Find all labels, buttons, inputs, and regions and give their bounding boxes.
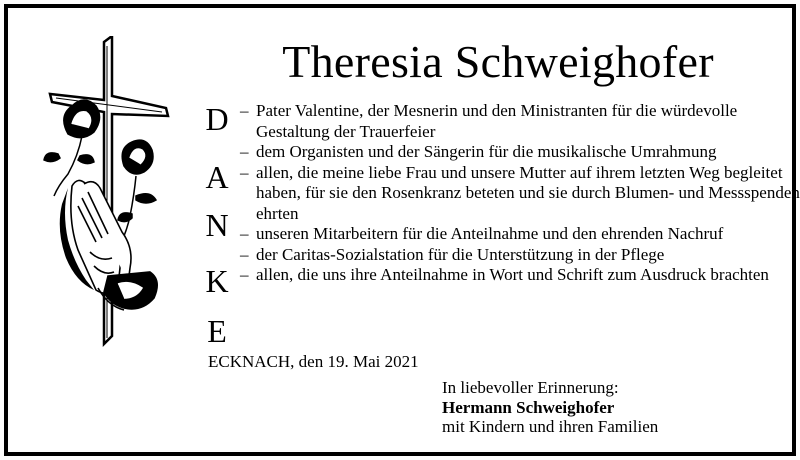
dash-marker: – bbox=[240, 265, 249, 284]
thanks-item-mourners bbox=[240, 163, 800, 225]
thanks-item-music bbox=[240, 142, 800, 163]
danke-letter-a: A bbox=[205, 159, 229, 195]
thanks-item-caritas bbox=[240, 245, 800, 266]
danke-letter-d: D bbox=[205, 101, 229, 137]
dash-marker: – bbox=[240, 101, 249, 120]
dash-marker: – bbox=[240, 142, 249, 161]
thanks-item-condolences bbox=[240, 265, 800, 286]
thanks-item-text: Pater Valentine, der Mesnerin und den Ministranten für die würdevolle Gestaltung der Trauerfeier bbox=[256, 101, 738, 141]
cross-roses-praying-hands-icon bbox=[38, 36, 188, 356]
thanks-item-clergy bbox=[240, 101, 800, 142]
danke-letter-e: E bbox=[207, 313, 227, 349]
thanks-item-text: allen, die uns ihre Anteilnahme in Wort und Schrift zum Ausdruck brachten bbox=[256, 265, 769, 284]
danke-letter-n: N bbox=[205, 207, 229, 243]
obituary-notice bbox=[4, 4, 800, 456]
thanks-item-text: unseren Mitarbeitern für die Anteilnahme und den ehrenden Nachruf bbox=[256, 224, 724, 243]
thanks-list bbox=[240, 101, 800, 286]
thanks-item-text: allen, die meine liebe Frau und unsere Mutter auf ihrem letzten Weg begleitet haben, für sie den Rosenkranz beteten und sie durch Blumen- und Messspenden ehrten bbox=[256, 162, 800, 223]
deceased-name: Theresia Schweighofer bbox=[282, 36, 714, 87]
dash-marker: – bbox=[240, 244, 249, 264]
place-and-date: ECKNACH, den 19. Mai 2021 bbox=[208, 352, 419, 371]
thanks-item-text: der Caritas-Sozialstation für die Unterstützung in der Pflege bbox=[256, 244, 665, 264]
dash-marker: – bbox=[240, 162, 249, 182]
thanks-item-text: dem Organisten und der Sängerin für die musikalische Umrahmung bbox=[256, 142, 717, 161]
signature-block bbox=[442, 378, 658, 437]
signature-name: Hermann Schweighofer bbox=[442, 397, 615, 417]
signature-intro: In liebevoller Erinnerung: bbox=[442, 378, 619, 397]
danke-letter-k: K bbox=[205, 263, 229, 299]
dash-marker: – bbox=[240, 224, 249, 243]
thanks-item-employees bbox=[240, 224, 800, 245]
signature-family: mit Kindern und ihren Familien bbox=[442, 417, 659, 436]
